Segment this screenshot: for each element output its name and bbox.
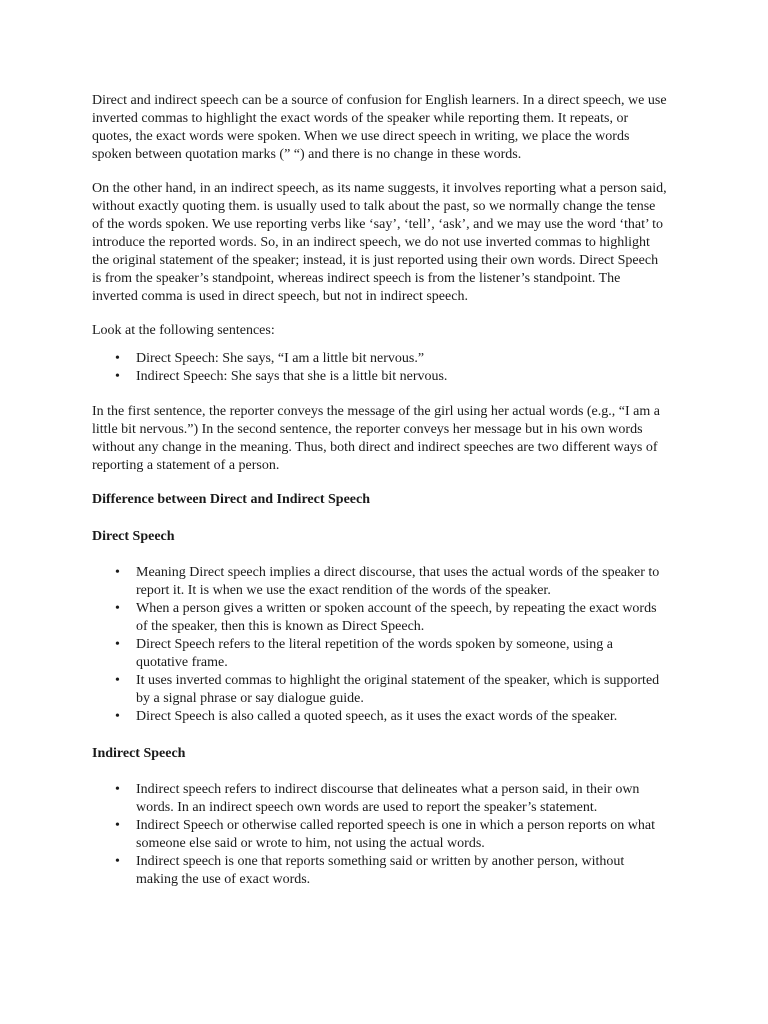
- explanation-paragraph: In the first sentence, the reporter conveys the message of the girl using her actual words (e.g., “I am a little bit nervous.”) In the second sentence, the reporter conveys her message but in his own words without any change in the meaning. Thus, both direct and indirect speeches are two different ways of reporting a statement of a person.: [92, 404, 660, 473]
- list-item: • Indirect speech is one that reports something said or written by another person, without making the use of exact words.: [92, 853, 668, 889]
- intro-paragraph: Direct and indirect speech can be a source of confusion for English learners. In a direct speech, we use inverted commas to highlight the exact words of the speaker while reporting them. It repeats, or quotes, the exact words were spoken. When we use direct speech in writing, we place the words spoken between quotation marks (” “) and there is no change in these words.: [92, 93, 667, 162]
- direct-speech-list: [92, 564, 668, 726]
- list-item: • Indirect Speech: She says that she is a little bit nervous.: [92, 368, 668, 386]
- list-item: • Direct Speech: She says, “I am a little bit nervous.”: [92, 350, 668, 368]
- list-item: • Indirect speech refers to indirect discourse that delineates what a person said, in their own words. In an indirect speech own words are used to report the speaker’s statement.: [92, 781, 668, 817]
- list-item: • When a person gives a written or spoken account of the speech, by repeating the exact words of the speaker, then this is known as Direct Speech.: [92, 600, 668, 636]
- list-item: • Meaning Direct speech implies a direct discourse, that uses the actual words of the speaker to report it. It is when we use the exact rendition of the words of the speaker.: [92, 564, 668, 600]
- list-item: • Direct Speech refers to the literal repetition of the words spoken by someone, using a quotative frame.: [92, 636, 668, 672]
- difference-heading: Difference between Direct and Indirect Speech: [92, 492, 370, 507]
- examples-list: [92, 350, 668, 386]
- list-item: • Indirect Speech or otherwise called reported speech is one in which a person reports on what someone else said or wrote to him, not using the actual words.: [92, 817, 668, 853]
- list-item: • Direct Speech is also called a quoted speech, as it uses the exact words of the speaker.: [92, 708, 668, 726]
- indirect-speech-heading: Indirect Speech: [92, 746, 186, 761]
- list-item: • It uses inverted commas to highlight the original statement of the speaker, which is supported by a signal phrase or say dialogue guide.: [92, 672, 668, 708]
- other-hand-paragraph: On the other hand, in an indirect speech, as its name suggests, it involves reporting what a person said, without exactly quoting them. is usually used to talk about the past, so we normally change the tense of the words spoken. We use reporting verbs like ‘say’, ‘tell’, ‘ask’, and we may use the word ‘that’ to introduce the reported words. So, in an indirect speech, we do not use inverted commas to highlight the original statement of the speaker; instead, it is just reported using their own words. Direct Speech is from the speaker’s standpoint, whereas indirect speech is from the listener’s standpoint. The inverted comma is used in direct speech, but not in indirect speech.: [92, 181, 667, 304]
- indirect-speech-list: [92, 781, 668, 889]
- direct-speech-heading: Direct Speech: [92, 529, 175, 544]
- look-at-paragraph: Look at the following sentences:: [92, 323, 275, 338]
